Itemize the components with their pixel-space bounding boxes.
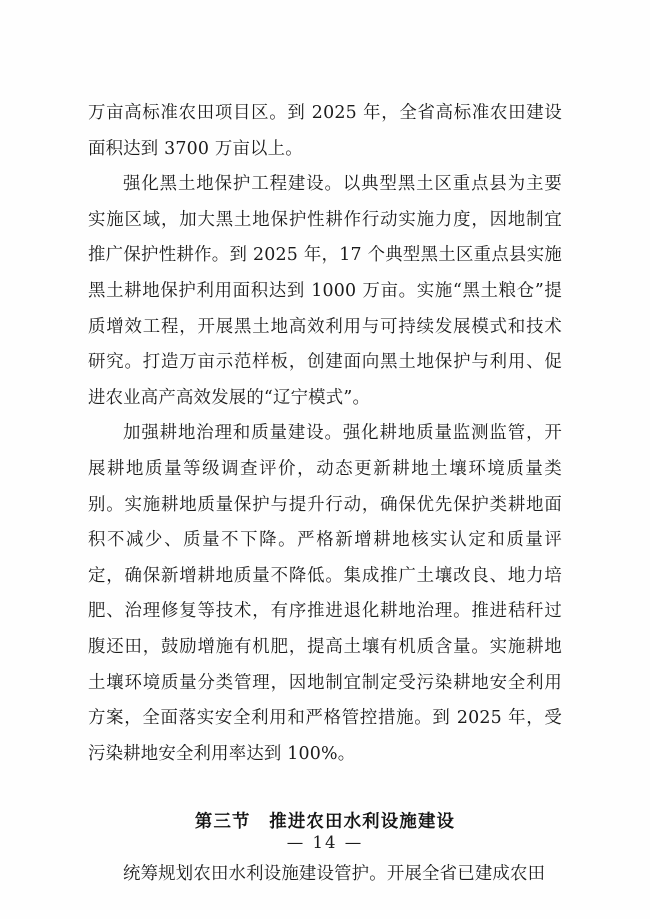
section-heading: 第三节 推进农田水利设施建设 bbox=[194, 812, 456, 833]
paragraph-1: 万亩高标准农田项目区。到 2025 年，全省高标准农田建设面积达到 3700 万亩以上。 bbox=[88, 103, 562, 159]
title-spacer-above bbox=[88, 772, 562, 805]
paragraph-4: 统筹规划农田水利设施建设管护。开展全省已建成农田 bbox=[123, 863, 546, 884]
paragraph-2: 强化黑土地保护工程建设。以典型黑土区重点县为主要实施区域，加大黑土地保护性耕作行动实施力度，因地制宜推广保护性耕作。到 2025 年，17 个典型黑土区重点县实施黑土耕地保护利用面积达到 1000 万亩。实施“黑土粮仓”提质增效工程，开展黑土地高效利用与可持续发展模式和技术研究。打造万亩示范样板，创建面向黑土地保护与利用、促进农业高产高效发展的“辽宁模式”。 bbox=[88, 174, 562, 408]
page-body bbox=[88, 96, 562, 892]
page-footer: — 14 — bbox=[286, 833, 364, 852]
paragraph-3: 加强耕地治理和质量建设。强化耕地质量监测监管，开展耕地质量等级调查评价，动态更新耕地土壤环境质量类别。实施耕地质量保护与提升行动，确保优先保护类耕地面积不减少、质量不下降。严格新增耕地核实认定和质量评定，确保新增耕地质量不降低。集成推广土壤改良、地力培肥、治理修复等技术，有序推进退化耕地治理。推进秸秆过腹还田，鼓励增施有机肥，提高土壤有机质含量。实施耕地土壤环境质量分类管理，因地制宜制定受污染耕地安全利用方案，全面落实安全利用和严格管控措施。到 2025 年，受污染耕地安全利用率达到 100%。 bbox=[88, 423, 562, 764]
